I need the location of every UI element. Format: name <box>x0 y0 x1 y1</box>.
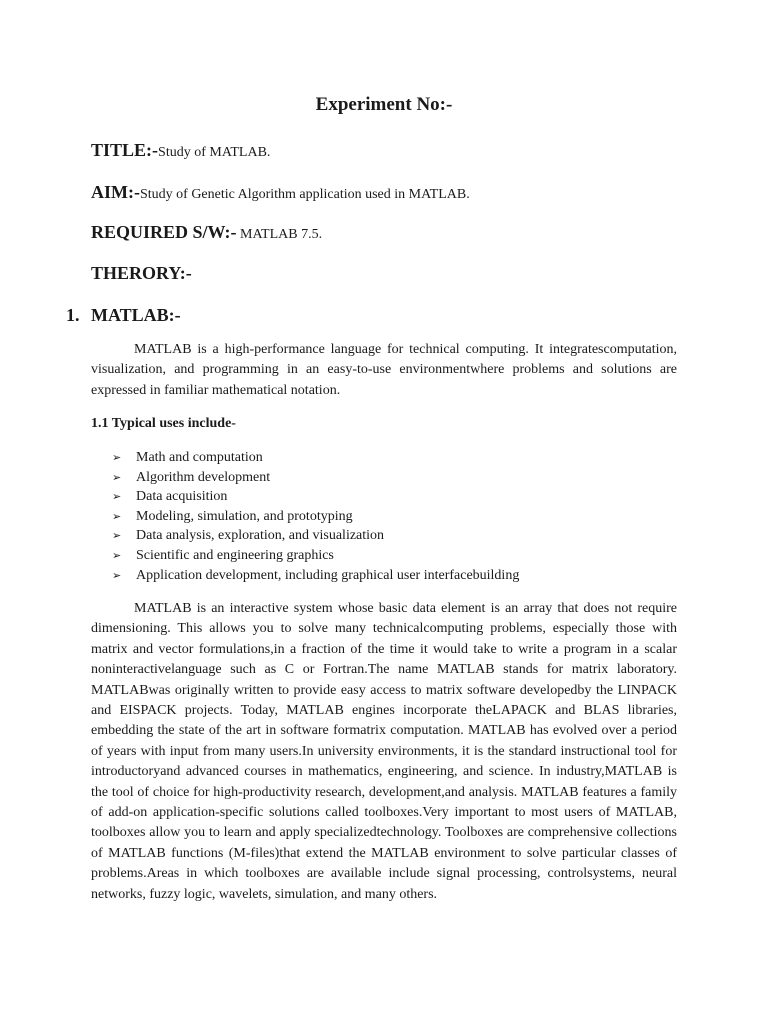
body-paragraph <box>91 599 677 905</box>
intro-text: MATLAB is a high-performance language for technical computing. It integratescomputation, visualization, and programming in an easy-to-use environmentwhere problems and solutions are expressed in familiar mathematical notation. <box>91 342 677 398</box>
arrowhead-bullet-icon: ➢ <box>112 569 122 582</box>
list-item-label: Scientific and engineering graphics <box>136 547 334 563</box>
arrowhead-bullet-icon: ➢ <box>112 549 122 562</box>
section-number: 1. <box>66 305 80 325</box>
aim-value: Study of Genetic Algorithm application used in MATLAB. <box>139 187 470 202</box>
list-item <box>112 448 519 468</box>
experiment-heading: Experiment No:- <box>315 94 453 115</box>
list-item <box>112 468 519 488</box>
list-item <box>112 526 519 546</box>
title-row <box>91 140 270 161</box>
list-item-label: Modeling, simulation, and prototyping <box>136 508 353 524</box>
title-value: Study of MATLAB. <box>158 145 271 160</box>
required-sw-label: REQUIRED S/W:- <box>91 222 237 242</box>
arrowhead-bullet-icon: ➢ <box>112 530 122 543</box>
list-item <box>112 566 519 586</box>
arrowhead-bullet-icon: ➢ <box>112 510 122 523</box>
theory-row <box>91 263 192 284</box>
aim-row <box>91 182 470 203</box>
intro-paragraph <box>91 340 677 401</box>
list-item-label: Data analysis, exploration, and visualization <box>136 528 385 544</box>
subsection-heading: 1.1 Typical uses include- <box>91 416 236 431</box>
list-item <box>112 546 519 566</box>
section-heading <box>66 305 181 326</box>
required-sw-value: MATLAB 7.5. <box>236 227 323 242</box>
required-sw-row <box>91 222 322 243</box>
uses-list <box>112 448 519 585</box>
list-item-label: Math and computation <box>136 450 263 465</box>
arrowhead-bullet-icon: ➢ <box>112 491 122 504</box>
section-title: MATLAB:- <box>91 305 181 325</box>
arrowhead-bullet-icon: ➢ <box>112 471 122 484</box>
body-text: MATLAB is an interactive system whose basic data element is an array that does not require dimensioning. This allows you to solve many technicalcomputing problems, especially those with matrix and vector formulations,in a fraction of the time it would take to write a program in a scalar noninteractivelanguage such as C or Fortran.The name MATLAB stands for matrix laboratory. MATLABwas originally written to provide easy access to matrix software developedby the LINPACK and EISPACK projects. Today, MATLAB engines incorporate theLAPACK and BLAS libraries, embedding the state of the art in software formatrix computation. MATLAB has evolved over a period of years with input from many users.In university environments, it is the standard instructional tool for introductoryand advanced courses in mathematics, engineering, and science. In industry,MATLAB is the tool of choice for high-productivity research, development,and analysis. MATLAB features a family of add-on application-specific solutions called toolboxes.Very important to most users of MATLAB, toolboxes allow you to learn and apply specializedtechnology. Toolboxes are comprehensive collections of MATLAB functions (M-files)that extend the MATLAB environment to solve particular classes of problems.Areas in which toolboxes are available include signal processing, controlsystems, neural networks, fuzzy logic, wavelets, simulation, and many others. <box>91 601 677 902</box>
title-label: TITLE:- <box>91 140 159 160</box>
theory-label: THERORY:- <box>91 263 192 283</box>
list-item-label: Algorithm development <box>136 469 271 485</box>
list-item-label: Application development, including graphical user interfacebuilding <box>136 567 520 583</box>
aim-label: AIM:- <box>91 182 140 202</box>
list-item <box>112 487 519 507</box>
list-item <box>112 507 519 527</box>
arrowhead-bullet-icon: ➢ <box>112 452 122 464</box>
list-item-label: Data acquisition <box>136 489 228 505</box>
